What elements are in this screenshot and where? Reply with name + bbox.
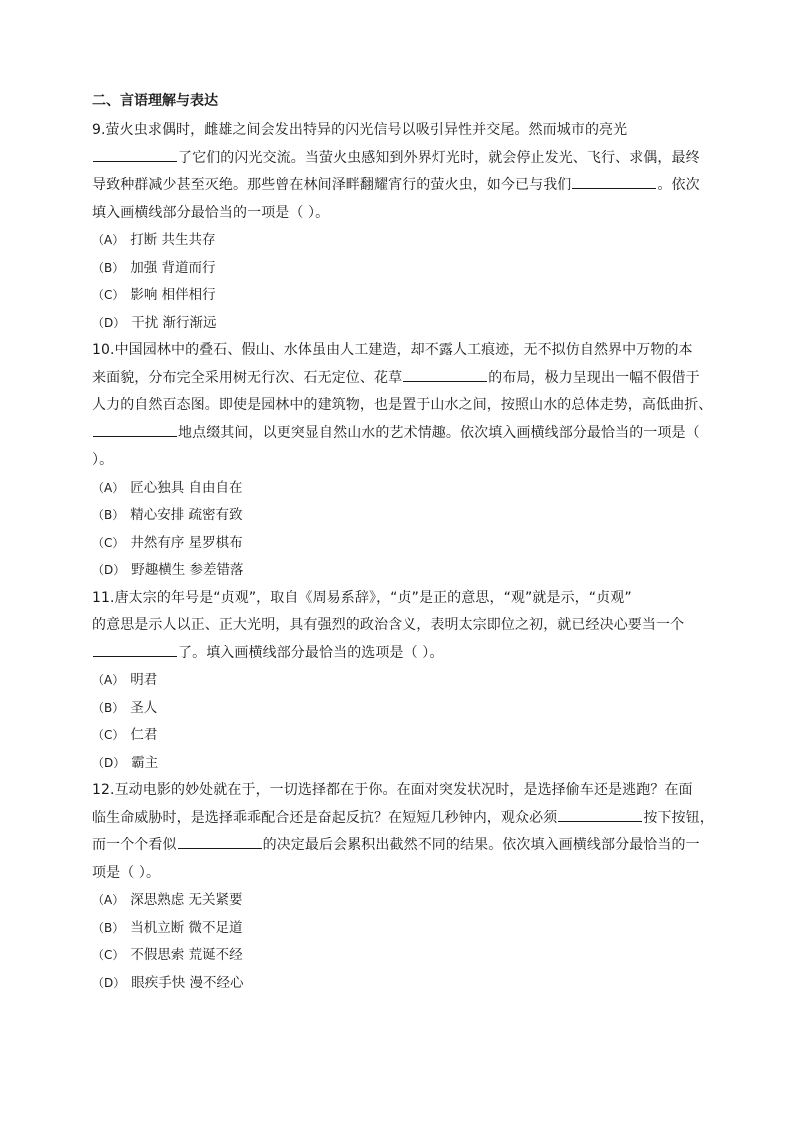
question-line bbox=[92, 832, 704, 860]
option-letter: （B） bbox=[92, 508, 125, 522]
question-text: 填入画横线部分最恰当的一项是（ ）。 bbox=[92, 204, 330, 221]
question-line bbox=[92, 392, 713, 420]
option-text: 明君 bbox=[130, 672, 158, 688]
question-text: 来面貌，分布完全采用树无行次、石无定位、花草 bbox=[92, 369, 403, 386]
question-text: 临生命威胁时，是选择乖乖配合还是奋起反抗？在短短几秒钟内，观众必须 bbox=[92, 809, 558, 826]
question-text: 人力的自然百态图。即使是园林中的建筑物，也是置于山水之间，按照山水的总体走势，高低曲折、 bbox=[92, 397, 713, 413]
option-text: 加强 背道而行 bbox=[130, 259, 216, 276]
option-letter: （D） bbox=[92, 975, 126, 990]
question-text: ）。 bbox=[92, 452, 114, 468]
question-10 bbox=[92, 337, 713, 585]
option-b bbox=[92, 695, 704, 723]
question-line bbox=[92, 200, 704, 228]
option-text: 霸主 bbox=[131, 754, 159, 771]
answer-blank bbox=[178, 834, 262, 849]
question-line bbox=[92, 117, 704, 145]
option-text: 深思熟虑 无关紧要 bbox=[130, 892, 243, 908]
option-c bbox=[92, 530, 704, 558]
option-a bbox=[92, 227, 704, 255]
option-a bbox=[92, 475, 704, 503]
question-text: 11.唐太宗的年号是“贞观”，取自《周易系辞》，“贞”是正的意思，“观”就是示，“贞观” bbox=[92, 589, 632, 606]
answer-blank bbox=[572, 174, 656, 189]
question-12 bbox=[92, 777, 714, 997]
answer-blank bbox=[93, 422, 177, 437]
option-text: 井然有序 星罗棋布 bbox=[130, 534, 243, 551]
option-letter: （C） bbox=[92, 535, 125, 550]
answer-blank bbox=[93, 147, 177, 162]
option-text: 打断 共生共存 bbox=[130, 232, 216, 248]
question-text: 。依次 bbox=[657, 177, 700, 193]
option-c bbox=[92, 282, 704, 310]
question-text: 10.中国园林中的叠石、假山、水体虽由人工建造，却不露人工痕迹，无不拟仿自然界中万物的本 bbox=[92, 342, 693, 358]
option-text: 不假思索 荒诞不经 bbox=[130, 947, 243, 963]
option-a bbox=[92, 667, 704, 695]
question-line bbox=[92, 337, 704, 365]
question-text: 项是（ ）。 bbox=[92, 864, 161, 881]
option-letter: （C） bbox=[92, 948, 125, 962]
question-line bbox=[92, 612, 704, 640]
option-text: 干扰 渐行渐远 bbox=[131, 314, 217, 331]
question-text: 的布局，极力呈现出一幅不假借于 bbox=[488, 369, 700, 386]
option-letter: （D） bbox=[92, 315, 126, 330]
question-line bbox=[92, 777, 704, 805]
question-11 bbox=[92, 585, 704, 778]
question-text: 了。填入画横线部分最恰当的选项是（ ）。 bbox=[178, 644, 444, 661]
exam-page bbox=[92, 90, 714, 997]
option-text: 圣人 bbox=[130, 699, 158, 716]
option-text: 仁君 bbox=[130, 727, 158, 743]
question-text: 地点缀其间，以更突显自然山水的艺术情趣。依次填入画横线部分最恰当的一项是（ bbox=[178, 424, 700, 441]
option-text: 野趣横生 参差错落 bbox=[131, 562, 244, 578]
question-line bbox=[92, 860, 704, 888]
option-letter: （A） bbox=[92, 673, 125, 687]
option-text: 眼疾手快 漫不经心 bbox=[131, 974, 244, 991]
option-letter: （D） bbox=[92, 563, 126, 577]
question-text: 而一个个看似 bbox=[92, 837, 177, 853]
question-text: 12.互动电影的妙处就在于，一切选择都在于你。在面对突发状况时，是选择偷车还是逃跑？在面 bbox=[92, 782, 693, 798]
option-d bbox=[92, 750, 704, 778]
question-line bbox=[92, 447, 704, 475]
option-d bbox=[92, 310, 704, 338]
question-text: 的决定最后会累积出截然不同的结果。依次填入画横线部分最恰当的一 bbox=[262, 837, 700, 853]
option-letter: （B） bbox=[92, 260, 125, 275]
question-text: 的意思是示人以正、正大光明，具有强烈的政治含义，表明太宗即位之初，就已经决心要当一个 bbox=[92, 617, 685, 633]
option-letter: （B） bbox=[92, 920, 125, 935]
option-d bbox=[92, 557, 704, 585]
question-text: 导致种群减少甚至灭绝。那些曾在林间泽畔翻耀宵行的萤火虫，如今已与我们 bbox=[92, 177, 572, 193]
option-c bbox=[92, 722, 704, 750]
option-text: 精心安排 疏密有致 bbox=[130, 507, 243, 523]
question-9 bbox=[92, 117, 704, 337]
option-letter: （A） bbox=[92, 893, 125, 907]
question-line bbox=[92, 640, 704, 668]
option-letter: （A） bbox=[92, 480, 125, 495]
question-line bbox=[92, 365, 704, 393]
option-letter: （A） bbox=[92, 233, 125, 247]
answer-blank bbox=[93, 642, 177, 657]
option-text: 匠心独具 自由自在 bbox=[130, 479, 243, 496]
question-line bbox=[92, 805, 714, 833]
option-b bbox=[92, 255, 704, 283]
option-text: 当机立断 微不足道 bbox=[130, 919, 243, 936]
section-title: 二、言语理解与表达 bbox=[92, 93, 218, 109]
answer-blank bbox=[558, 807, 642, 822]
question-line bbox=[92, 145, 704, 173]
option-letter: （D） bbox=[92, 755, 126, 770]
question-text: 9.萤火虫求偶时，雌雄之间会发出特异的闪光信号以吸引异性并交尾。然而城市的亮光 bbox=[92, 122, 628, 138]
option-c bbox=[92, 942, 704, 970]
option-letter: （C） bbox=[92, 728, 125, 742]
question-line bbox=[92, 420, 704, 448]
question-line bbox=[92, 172, 704, 200]
question-text: 按下按钮， bbox=[643, 809, 714, 826]
option-b bbox=[92, 502, 704, 530]
answer-blank bbox=[403, 367, 487, 382]
question-text: 了它们的闪光交流。当萤火虫感知到外界灯光时，就会停止发光、飞行、求偶，最终 bbox=[178, 149, 700, 166]
option-a bbox=[92, 887, 704, 915]
option-d bbox=[92, 970, 704, 998]
option-text: 影响 相伴相行 bbox=[130, 287, 216, 303]
option-letter: （B） bbox=[92, 700, 125, 715]
option-letter: （C） bbox=[92, 288, 125, 302]
option-b bbox=[92, 915, 704, 943]
question-line bbox=[92, 585, 704, 613]
